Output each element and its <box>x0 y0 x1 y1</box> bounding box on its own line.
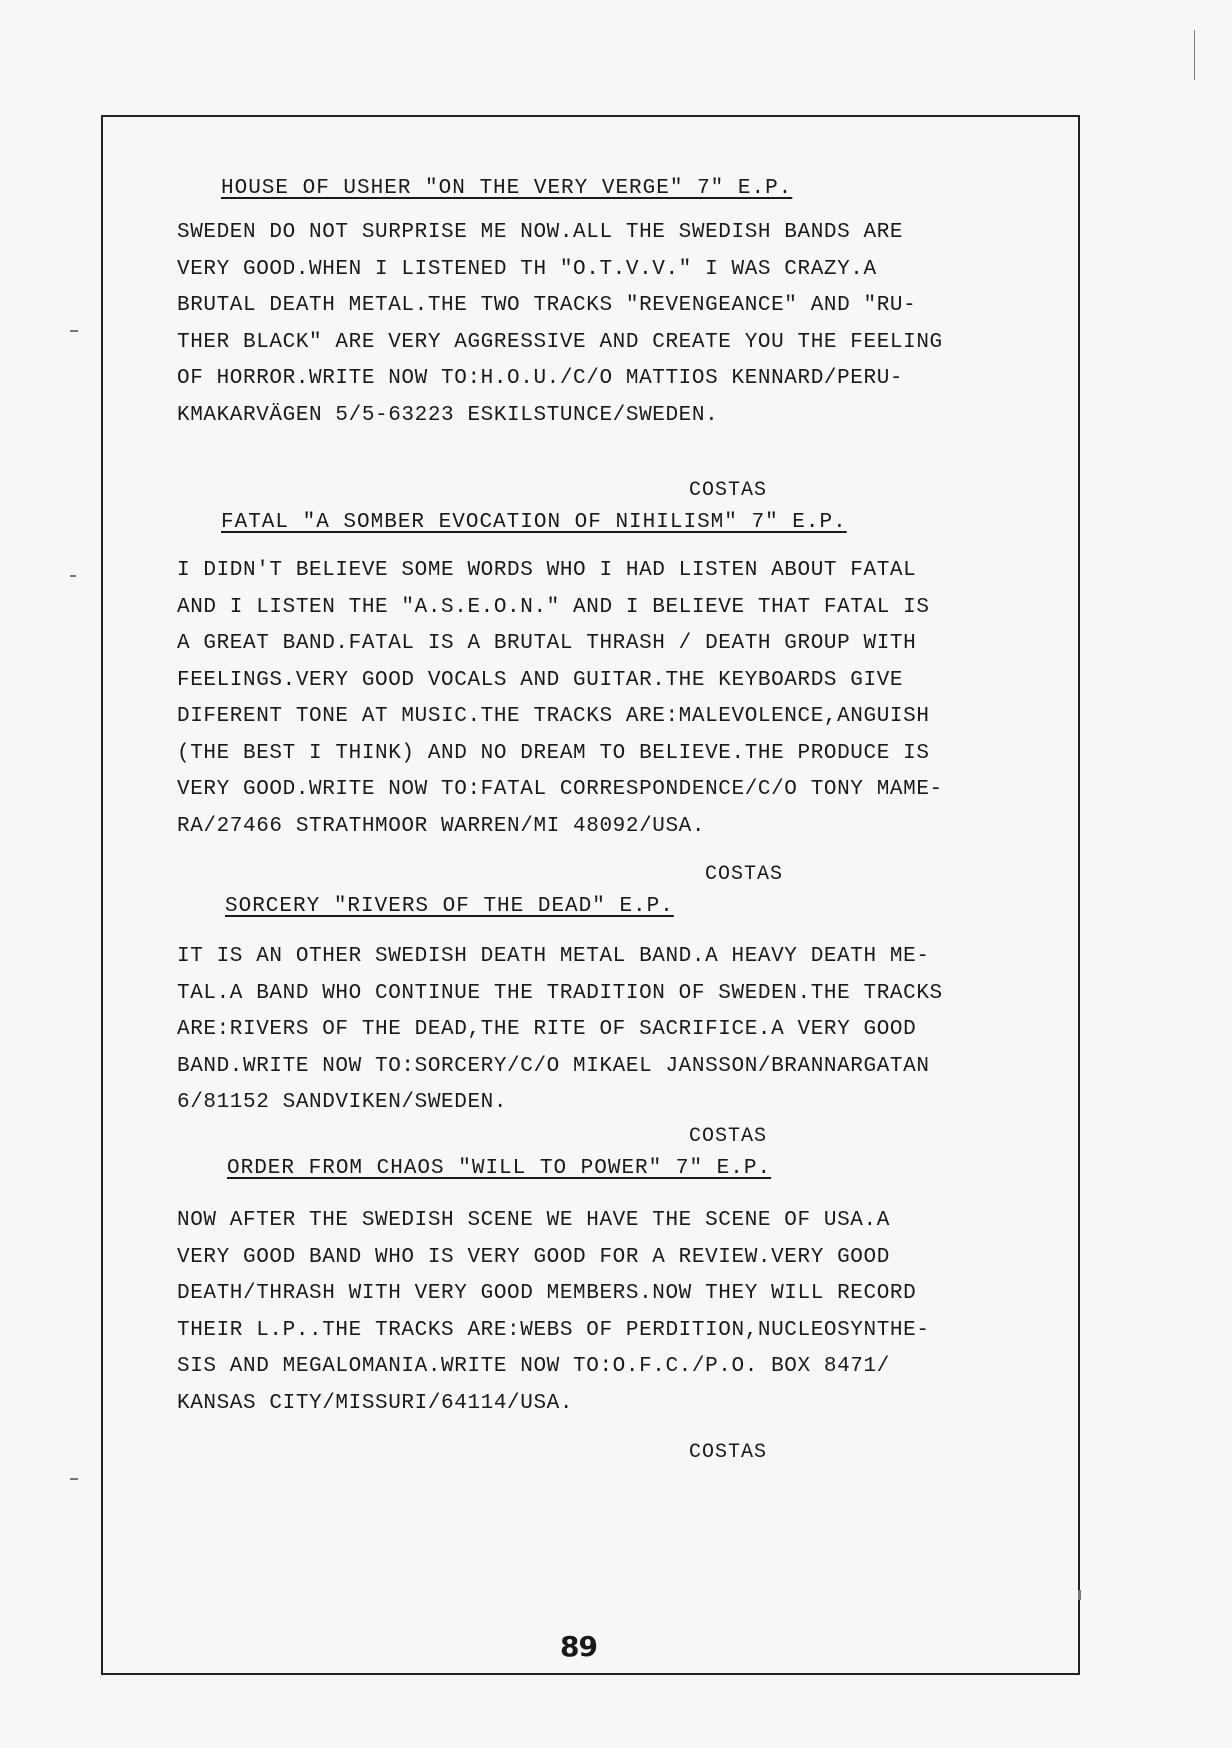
review-line: FEELINGS.VERY GOOD VOCALS AND GUITAR.THE KEYBOARDS GIVE <box>177 668 904 692</box>
review-line: ARE:RIVERS OF THE DEAD,THE RITE OF SACRIFICE.A VERY GOOD <box>177 1018 917 1041</box>
review-line: AND I LISTEN THE "A.S.E.O.N." AND I BELIEVE THAT FATAL IS <box>177 595 930 619</box>
scan-mark <box>70 575 76 577</box>
review-body <box>177 1203 1077 1422</box>
review-line: KANSAS CITY/MISSURI/64114/USA. <box>177 1391 574 1415</box>
review-line: DEATH/THRASH WITH VERY GOOD MEMBERS.NOW THEY WILL RECORD <box>177 1282 917 1305</box>
review-line: 6/81152 SANDVIKEN/SWEDEN. <box>177 1091 508 1114</box>
page-number: 89 <box>560 1630 597 1663</box>
review-signature: COSTAS <box>689 1125 768 1148</box>
review-line: BAND.WRITE NOW TO:SORCERY/C/O MIKAEL JANSSON/BRANNARGATAN <box>177 1054 930 1078</box>
scan-mark <box>1194 30 1195 80</box>
review-line: THER BLACK" ARE VERY AGGRESSIVE AND CREATE YOU THE FEELING <box>177 330 943 354</box>
review-line: VERY GOOD.WHEN I LISTENED TH "O.T.V.V." I WAS CRAZY.A <box>177 257 877 281</box>
review-line: OF HORROR.WRITE NOW TO:H.O.U./C/O MATTIOS KENNARD/PERU- <box>177 367 904 390</box>
review-title: ORDER FROM CHAOS "WILL TO POWER" 7" E.P. <box>227 1157 772 1180</box>
review-line: IT IS AN OTHER SWEDISH DEATH METAL BAND.A HEAVY DEATH ME- <box>177 945 930 968</box>
review-line: KMAKARVÄGEN 5/5-63223 ESKILSTUNCE/SWEDEN. <box>177 403 719 427</box>
review-line: I DIDN'T BELIEVE SOME WORDS WHO I HAD LISTEN ABOUT FATAL <box>177 559 917 582</box>
review-line: NOW AFTER THE SWEDISH SCENE WE HAVE THE SCENE OF USA.A <box>177 1209 890 1232</box>
review-line: SWEDEN DO NOT SURPRISE ME NOW.ALL THE SWEDISH BANDS ARE <box>177 221 904 244</box>
review-title: SORCERY "RIVERS OF THE DEAD" E.P. <box>225 895 674 918</box>
review-line: (THE BEST I THINK) AND NO DREAM TO BELIEVE.THE PRODUCE IS <box>177 741 930 765</box>
page-frame <box>101 115 1080 1675</box>
review-line: VERY GOOD.WRITE NOW TO:FATAL CORRESPONDENCE/C/O TONY MAME- <box>177 778 943 801</box>
review-line: DIFERENT TONE AT MUSIC.THE TRACKS ARE:MALEVOLENCE,ANGUISH <box>177 705 930 728</box>
scan-mark <box>1078 1590 1081 1600</box>
review-body <box>177 215 1077 434</box>
scan-mark <box>70 330 78 332</box>
review-body <box>177 553 1077 845</box>
scan-mark <box>70 1478 78 1480</box>
review-signature: COSTAS <box>689 479 768 502</box>
review-signature: COSTAS <box>705 863 784 886</box>
review-body <box>177 939 1077 1122</box>
review-title: FATAL "A SOMBER EVOCATION OF NIHILISM" 7" E.P. <box>221 511 847 534</box>
review-line: A GREAT BAND.FATAL IS A BRUTAL THRASH / DEATH GROUP WITH <box>177 632 917 655</box>
review-line: BRUTAL DEATH METAL.THE TWO TRACKS "REVENGEANCE" AND "RU- <box>177 294 917 317</box>
review-line: THEIR L.P..THE TRACKS ARE:WEBS OF PERDITION,NUCLEOSYNTHE- <box>177 1318 930 1342</box>
review-line: SIS AND MEGALOMANIA.WRITE NOW TO:O.F.C./P.O. BOX 8471/ <box>177 1355 890 1378</box>
review-line: VERY GOOD BAND WHO IS VERY GOOD FOR A REVIEW.VERY GOOD <box>177 1245 890 1269</box>
review-title: HOUSE OF USHER "ON THE VERY VERGE" 7" E.P. <box>221 177 793 200</box>
review-signature: COSTAS <box>689 1441 768 1464</box>
review-line: RA/27466 STRATHMOOR WARREN/MI 48092/USA. <box>177 814 706 838</box>
review-line: TAL.A BAND WHO CONTINUE THE TRADITION OF SWEDEN.THE TRACKS <box>177 981 943 1005</box>
